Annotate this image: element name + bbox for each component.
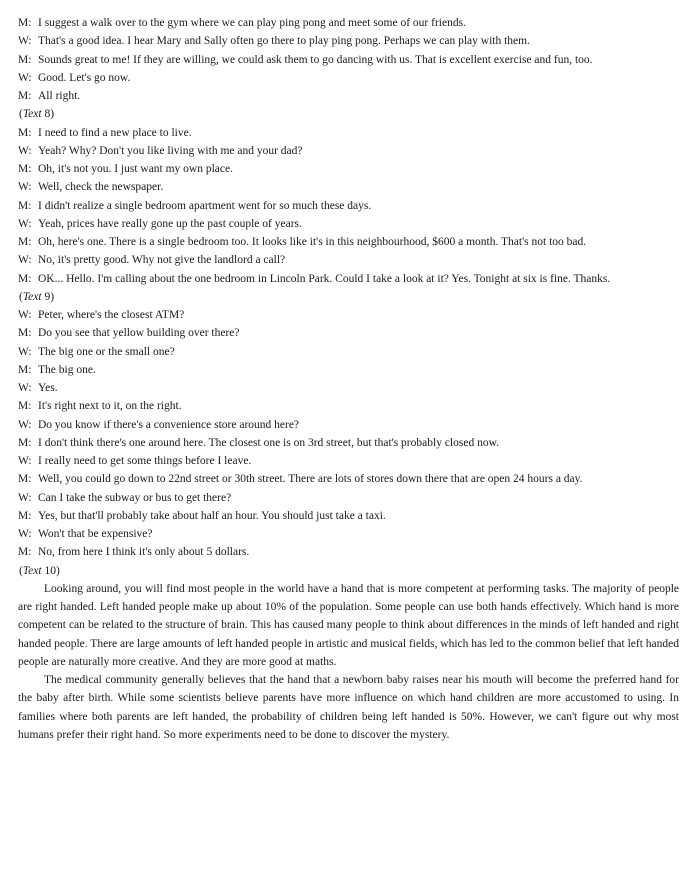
utterance: Well, you could go down to 22nd street or 30th street. There are lots of stores down there that are open 24 hours a day.: [38, 473, 583, 486]
dialogue-line: [18, 14, 679, 32]
speaker-label: M:: [18, 546, 32, 559]
heading-number: 10): [41, 564, 60, 577]
dialogue-line: [18, 361, 679, 379]
dialogue-line: [18, 270, 679, 288]
dialogue-section: [18, 288, 679, 562]
dialogue-line: [18, 489, 679, 507]
dialogue-line: [18, 470, 679, 488]
utterance: It's right next to it, on the right.: [38, 400, 182, 413]
dialogue-line: [18, 215, 679, 233]
dialogue-line: [18, 32, 679, 50]
dialogue-line: [18, 343, 679, 361]
utterance: Well, check the newspaper.: [38, 181, 164, 194]
utterance: Won't that be expensive?: [38, 528, 153, 540]
utterance: The big one.: [38, 363, 96, 376]
utterance: Peter, where's the closest ATM?: [38, 309, 185, 321]
heading-open: (: [19, 108, 23, 121]
speaker-label: W:: [18, 254, 32, 267]
passage-section: [18, 562, 679, 745]
utterance: I really need to get some things before I leave.: [38, 455, 252, 467]
speaker-label: M:: [18, 363, 32, 376]
speaker-label: W:: [18, 217, 32, 230]
utterance: Sounds great to me! If they are willing, we could ask them to go dancing with us. That is excellent exercise and fun, too.: [38, 53, 593, 66]
utterance: OK... Hello. I'm calling about the one bedroom in Lincoln Park. Could I take a look at it? Yes. Tonight at six is fine. Thanks.: [38, 272, 611, 285]
dialogue-line: [18, 452, 679, 470]
utterance: Yeah? Why? Don't you like living with me and your dad?: [38, 144, 303, 157]
dialogue-line: [18, 434, 679, 452]
passage-paragraph: Looking around, you will find most people in the world have a hand that is more competent at performing tasks. The majority of people are right handed. Left handed people make up about 10% of the population. Some people can use both hands effectively. Which hand is more competent can be related to the structure of brain. This has caused many people to think about differences in the minds of left handed and right handed people. There are large amounts of left handed people in artistic and musical fields, which has led to the common belief that left handed people are naturally more creative. And they are more good at maths.: [18, 582, 679, 668]
utterance: Oh, it's not you. I just want my own place.: [38, 163, 233, 175]
utterance: Do you know if there's a convenience store around here?: [38, 418, 300, 431]
dialogue-line: [18, 233, 679, 251]
dialogue-section: [18, 105, 679, 288]
utterance: I need to find a new place to live.: [38, 126, 192, 139]
utterance: I didn't realize a single bedroom apartment went for so much these days.: [38, 199, 372, 212]
utterance: Yes, but that'll probably take about half an hour. You should just take a taxi.: [38, 509, 386, 522]
passage-paragraph: The medical community generally believes that the hand that a newborn baby raises near his mouth will become the preferred hand for the baby after birth. While some scientists believe parents have more influence on which hand children are more accustomed to using. In families where both parents are left handed, the probability of children being left handed is 50%. However, we can't figure out why most humans prefer their right hand. So more experiments need to be done to discover the mystery.: [18, 674, 679, 741]
utterance: That's a good idea. I hear Mary and Sally often go there to play ping pong. Perhaps we can play with them.: [38, 35, 530, 48]
speaker-label: W:: [18, 144, 32, 157]
heading-label: Text: [22, 290, 42, 303]
speaker-label: W:: [18, 71, 32, 84]
section-heading: [18, 288, 679, 306]
heading-number: 9): [41, 290, 55, 303]
heading-label: Text: [22, 564, 42, 577]
dialogue-line: [18, 251, 679, 269]
dialogue-line: [18, 525, 679, 543]
dialogue-section: [18, 14, 679, 105]
dialogue-line: [18, 306, 679, 324]
speaker-label: W:: [18, 491, 32, 504]
dialogue-line: [18, 51, 679, 69]
utterance: I suggest a walk over to the gym where we can play ping pong and meet some of our friends.: [38, 17, 466, 29]
utterance: Oh, here's one. There is a single bedroom too. It looks like it's in this neighbourhood, $600 a month. That's not too bad.: [38, 236, 587, 248]
dialogue-line: [18, 178, 679, 196]
speaker-label: M:: [18, 272, 32, 285]
dialogue-line: [18, 543, 679, 561]
utterance: Yeah, prices have really gone up the past couple of years.: [38, 217, 302, 230]
heading-open: (: [19, 290, 23, 303]
speaker-label: M:: [18, 236, 32, 248]
speaker-label: W:: [18, 345, 32, 358]
utterance: Can I take the subway or bus to get there?: [38, 491, 232, 504]
speaker-label: W:: [18, 455, 32, 467]
speaker-label: M:: [18, 199, 32, 212]
speaker-label: M:: [18, 90, 32, 102]
speaker-label: M:: [18, 473, 32, 486]
utterance: Do you see that yellow building over there?: [38, 327, 240, 340]
speaker-label: M:: [18, 509, 32, 522]
dialogue-line: [18, 197, 679, 215]
utterance: Yes.: [38, 382, 58, 394]
speaker-label: M:: [18, 163, 32, 175]
dialogue-line: [18, 416, 679, 434]
heading-open: (: [19, 564, 23, 577]
speaker-label: W:: [18, 35, 32, 48]
dialogue-line: [18, 160, 679, 178]
section-heading: [18, 105, 679, 123]
speaker-label: W:: [18, 382, 32, 394]
dialogue-line: [18, 507, 679, 525]
speaker-label: M:: [18, 17, 32, 29]
dialogue-line: [18, 379, 679, 397]
speaker-label: W:: [18, 181, 32, 194]
utterance: The big one or the small one?: [38, 345, 175, 358]
dialogue-line: [18, 324, 679, 342]
section-heading: [18, 562, 679, 580]
speaker-label: M:: [18, 53, 32, 66]
dialogue-line: [18, 142, 679, 160]
utterance: No, from here I think it's only about 5 dollars.: [38, 546, 250, 559]
speaker-label: W:: [18, 309, 32, 321]
utterance: No, it's pretty good. Why not give the landlord a call?: [38, 254, 286, 267]
dialogue-line: [18, 69, 679, 87]
heading-label: Text: [22, 108, 42, 121]
utterance: I don't think there's one around here. The closest one is on 3rd street, but that's probably closed now.: [38, 436, 499, 449]
dialogue-line: [18, 397, 679, 415]
utterance: All right.: [38, 90, 81, 102]
speaker-label: M:: [18, 327, 32, 340]
speaker-label: W:: [18, 528, 32, 540]
speaker-label: M:: [18, 126, 32, 139]
speaker-label: M:: [18, 436, 32, 449]
speaker-label: M:: [18, 400, 32, 413]
dialogue-line: [18, 124, 679, 142]
utterance: Good. Let's go now.: [38, 71, 131, 84]
speaker-label: W:: [18, 418, 32, 431]
dialogue-line: [18, 87, 679, 105]
heading-number: 8): [41, 108, 55, 121]
